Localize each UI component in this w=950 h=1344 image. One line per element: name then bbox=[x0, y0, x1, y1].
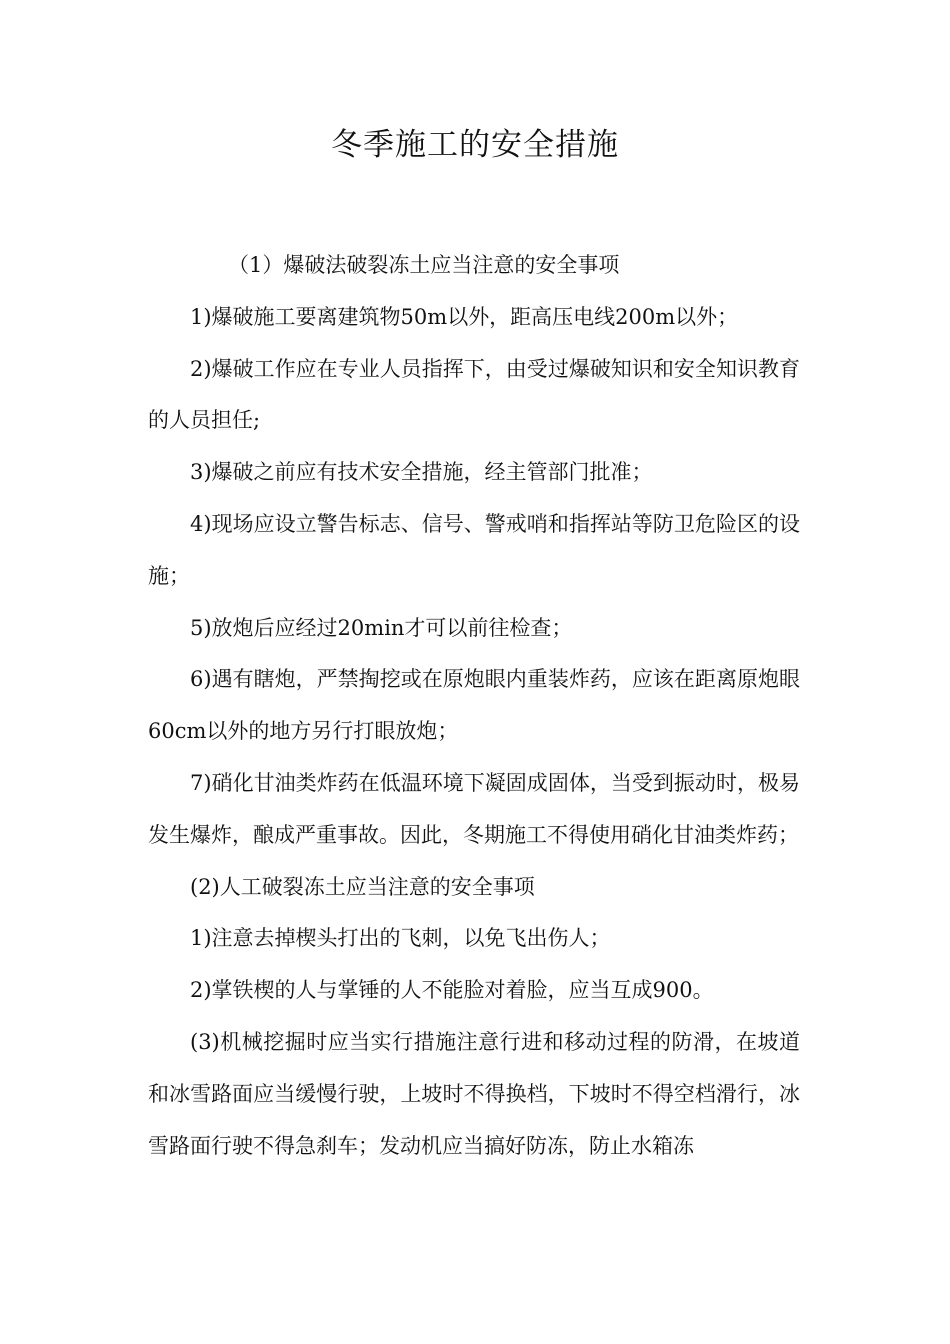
list-item-blasting-3: 3)爆破之前应有技术安全措施，经主管部门批准； bbox=[190, 460, 653, 485]
section-heading-manual: (2)人工破裂冻土应当注意的安全事项 bbox=[190, 874, 535, 899]
list-item-blasting-1: 1)爆破施工要离建筑物50m以外，距高压电线200m以外； bbox=[190, 304, 739, 329]
document-title: 冬季施工的安全措施 bbox=[331, 127, 619, 163]
document-body bbox=[148, 240, 800, 1172]
list-item-blasting-5: 5)放炮后应经过20min才可以前往检查； bbox=[190, 615, 573, 640]
list-item-blasting-7: 7)硝化甘油类炸药在低温环境下凝固成固体，当受到振动时，极易发生爆炸，酿成严重事故。因此，冬期施工不得使用硝化甘油类炸药； bbox=[148, 770, 800, 847]
section-heading-blasting: （1）爆破法破裂冻土应当注意的安全事项 bbox=[228, 253, 620, 277]
list-item-blasting-2: 2)爆破工作应在专业人员指挥下，由受过爆破知识和安全知识教育的人员担任; bbox=[148, 356, 800, 433]
list-item-manual-1: 1)注意去掉楔头打出的飞刺，以免飞出伤人； bbox=[190, 926, 611, 951]
list-item-manual-2: 2)掌铁楔的人与掌锤的人不能脸对着脸，应当互成900。 bbox=[190, 978, 714, 1003]
section-mechanical: (3)机械挖掘时应当实行措施注意行进和移动过程的防滑，在坡道和冰雪路面应当缓慢行驶，上坡时不得换档，下坡时不得空档滑行，冰雪路面行驶不得急刹车；发动机应当搞好防冻，防止水箱冻 bbox=[148, 1029, 800, 1158]
list-item-blasting-4: 4)现场应设立警告标志、信号、警戒哨和指挥站等防卫危险区的设施； bbox=[148, 511, 800, 588]
list-item-blasting-6: 6)遇有瞎炮，严禁掏挖或在原炮眼内重装炸药，应该在距离原炮眼60cm以外的地方另行打眼放炮； bbox=[148, 667, 800, 744]
